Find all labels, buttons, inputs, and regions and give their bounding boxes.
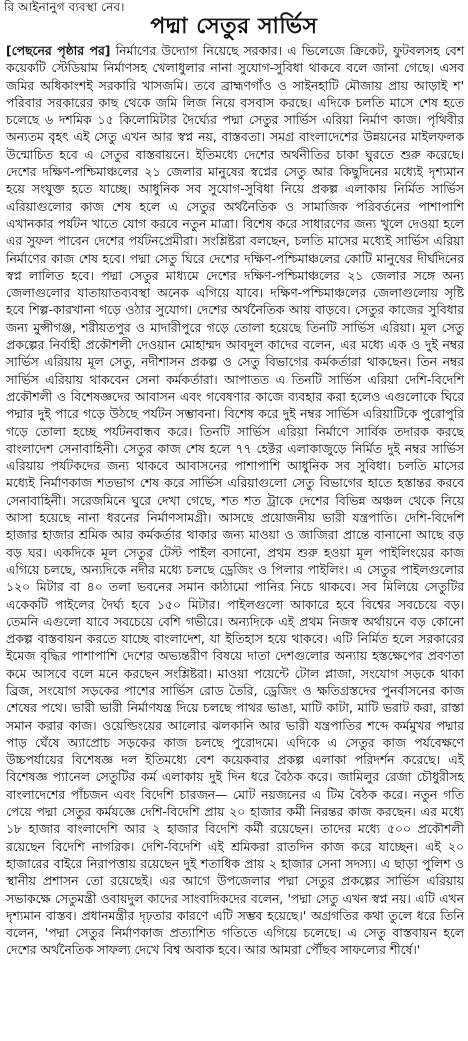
continued-from-previous-page-tag: [পেছনের পৃষ্ঠার পর] — [6, 44, 111, 58]
article-paragraph-text: নির্মাণের উদ্যোগ নিয়েছে সরকার। এ ভিলেজে ক্রিকেট, ফুটবলসহ বেশ কয়েকটি স্টেডিয়াম নির্মাণসহ খেলাধুলার নানা সুযোগ-সুবিধা থাকবে বলে জানা গেছে। এসব জমির অধিকাংশই সরকারি খাসজমি। তবে ব্রাহ্মণগাঁও ও সাইনহাটি মৌজায় প্রায় আড়াই শ' পরিবার সরকারের কাছ থেকে জমি লিজ নিয়ে বসবাস করছে। এদিকে চলতি মাসে শেষ হতে চলেছে ৬ দশমিক ১৫ কিলোমিটার দৈর্ঘ্যের পদ্মা সেতুর সার্ভিস এরিয়া নির্মাণ কাজ। পৃথিবীর অন্যতম বৃহৎ এই সেতু এখন আর স্বপ্ন নয়, বাস্তবতা। সমগ্র বাংলাদেশের উন্নয়নের মাইলফলক উন্মোচিত হবে এ সেতুর বাস্তবায়নে। ইতিমধ্যে দেশের অর্থনীতির চাকা ঘুরতে শুরু করেছে। দেশের দক্ষিণ-পশ্চিমাঞ্চলের ২১ জেলার মানুষের স্বপ্নের সেতু আর কিছুদিনের মধ্যেই দৃশ্যমান হয়ে সংযুক্ত হতে যাচ্ছে। আধুনিক সব সুযোগ-সুবিধা নিয়ে প্রকল্প এলাকায় নির্মিত সার্ভিস এরিয়াগুলোর কাজ শেষ হলে এ সেতুর অর্থনৈতিক ও সামাজিক পরিবর্তনের পাশাপাশি এখানকার পর্যটন খাতে যোগ করবে নতুন মাত্রা। বিশেষ করে সাধারণের জন্য খুলে দেওয়া হলে এর সুফল পাবেন দেশের পর্যটনপ্রেমীরা। সংশ্লিষ্টরা বলছেন, চলতি মাসের মধ্যেই সার্ভিস এরিয়া নির্মাণের কাজ শেষ হবে। পদ্মা সেতু ঘিরে দেশের দক্ষিণ-পশ্চিমাঞ্চলের কোটি মানুষের দীর্ঘদিনের স্বপ্ন লালিত হবে। পদ্মা সেতুর মাধ্যমে দেশের দক্ষিণ-পশ্চিমাঞ্চলের ২১ জেলার সঙ্গে অন্য জেলাগুলোর যাতায়াতব্যবস্থা অনেক এগিয়ে যাবে। দক্ষিণ-পশ্চিমাঞ্চলের জেলাগুলোয় সৃষ্টি হবে শিল্প-কারখানা গড়ে ওঠার সুযোগ। দেশের অর্থনৈতিক আয় বাড়বে। সেতুর কাজের সুবিধার জন্য মুন্সীগঞ্জ, শরীয়তপুর ও মাদারীপুরে গড়ে তোলা হয়েছে তিনটি সার্ভিস এরিয়া। মূল সেতু প্রকল্পের নির্বাহী প্রকৌশলী দেওয়ান মোহাম্মদ আবদুল কাদের বলেন, এর মধ্যে এক ও দুই নম্বর সার্ভিস এরিয়ায় মূল সেতু, নদীশাসন প্রকল্প ও সেতু বিভাগের কর্মকর্তারা থাকছেন। তিন নম্বর সার্ভিস এরিয়ায় থাকবেন সেনা কর্মকর্তারা। আপাতত এ তিনটি সার্ভিস এরিয়া দেশি-বিদেশি প্রকৌশলী ও বিশেষজ্ঞদের আবাসন এবং গবেষণার কাজে ব্যবহার করা হলেও এগুলোকে ঘিরে পদ্মার দুই পারে গড়ে উঠছে পর্যটন সম্ভাবনা। বিশেষ করে দুই নম্বর সার্ভিস এরিয়াটিকে পুরোপুরি গড়ে তোলা হচ্ছে পর্যটনবান্ধব করে। তিনটি সার্ভিস এরিয়া নির্মাণে সার্বিক তদারক করছে বাংলাদেশ সেনাবাহিনী। সেতুর কাজ শেষ হলে ৭৭ হেক্টর এলাকাজুড়ে নির্মিত দুই নম্বর সার্ভিস এরিয়ায় পর্যটকদের জন্য থাকবে আবাসনের পাশাপাশি আধুনিক সব সুবিধা। চলতি মাসের মধ্যেই নির্মাণকাজ শতভাগ শেষ করে সার্ভিস এরিয়াগুলো সেতু বিভাগের হাতে হস্তান্তর করবে সেনাবাহিনী। সরেজমিনে ঘুরে দেখা গেছে, শত শত ট্রাকে দেশের বিভিন্ন অঞ্চল থেকে নিয়ে আসা হয়েছে নানা ধরনের নির্মাণসামগ্রী। আসছে প্রয়োজনীয় ভারী যন্ত্রপাতি। দেশি-বিদেশি হাজার হাজার শ্রমিক আর কর্মকর্তার থাকার জন্য মাওয়া ও জাজিরা প্রান্তে বানানো আছে বড় বড় ঘর। একদিকে মূল সেতুর টেস্ট পাইল বসানো, প্রথম শুরু হওয়া মূল পাইলিংয়ের কাজ এগিয়ে চলছে, অন্যদিকে নদীর মধ্যে চলছে ড্রেজিং ও পিলার পাইলিং। এ সেতুর পাইলগুলোর ১২০ মিটার বা ৪০ তলা ভবনের সমান কাঠামো পানির নিচে থাকবে। সব মিলিয়ে সেতুটির একেকটি পাইলের দৈর্ঘ্য হবে ১৫০ মিটার। পাইলগুলো আকারে হবে বিশ্বের সবচেয়ে বড়। তেমনি এগুলো যাবে সবচেয়ে বেশি গভীরে। অন্যদিকে এই প্রথম নিজস্ব অর্থায়নে বড় কোনো প্রকল্প বাস্তবায়ন করতে যাচ্ছে বাংলাদেশ, যা ইতিহাস হয়ে থাকবে। এটি নির্মিত হলে সরকারের ইমেজ বৃদ্ধির পাশাপাশি দেশের অভ্যন্তরীণ বিষয়ে দাতা দেশগুলোর অন্যায় হস্তক্ষেপের প্রবণতা কমে আসবে বলে মনে করছেন সংশ্লিষ্টরা। মাওয়া পয়েন্টে টোল প্লাজা, সংযোগ সড়কে থাকা ব্রিজ, সংযোগ সড়কের পাশের সার্ভিস রোড তৈরি, ড্রেজিং ও ক্ষতিগ্রস্তদের পুনর্বাসনের কাজ শেষের পথে। ভারী ভারী নির্মাণযন্ত্র দিয়ে চলছে পাথর ভাঙা, মাটি কাটা, মাটি ভরাট করা, রাস্তা সমান করার কাজ। ওয়েল্ডিংয়ের আলোর ঝলকানি আর ভারী যন্ত্রপাতির শব্দে কর্মমুখর পদ্মার পাড় ঘেঁষে অ্যাপ্রোচ সড়কের কাজ চলছে পুরোদমে। এদিকে এ সেতুর কাজ পর্যবেক্ষণে উচ্চপর্যায়ের বিশেষজ্ঞ দল ইতিমধ্যে বেশ কয়েকবার প্রকল্প এলাকা পরিদর্শন করেছে। এই বিশেষজ্ঞ প্যানেল সেতুটির কর্ম এলাকায় দুই দিন ধরে বৈঠক করে। জামিলুর রেজা চৌধুরীসহ বাংলাদেশের পাঁচজন এবং বিদেশি চারজন— মোট নয়জনের এ টিম বৈঠক করে। নতুন গতি পেয়ে পদ্মা সেতুর কর্মযজ্ঞে দেশি-বিদেশি প্রায় ২০ হাজার কর্মী নিরন্তর কাজ করছেন। এর মধ্যে ১৮ হাজার বাংলাদেশি আর ২ হাজার বিদেশি কর্মী রয়েছেন। তাদের মধ্যে ৫০০ প্রকৌশলী রয়েছেন বিদেশি নাগরিক। দেশি-বিদেশি এই শ্রমিকরা রাতদিন কাজ করে যাচ্ছেন। এই ২০ হাজারের বাইরে নিরাপত্তায় রয়েছেন দুই শতাধিক প্রায় ২ হাজার সেনা সদস্য। এ ছাড়া পুলিশ ও স্থানীয় প্রশাসন তো রয়েছেই। এর আগে উপজেলার পদ্মা সেতুর প্রকল্পের সার্ভিস এরিয়ায় সভাকক্ষে সেতুমন্ত্রী ওবায়দুল কাদের সাংবাদিকদের বলেন, 'পদ্মা সেতু এখন স্বপ্ন নয়। এটি এখন দৃশ্যমান বাস্তব। প্রধানমন্ত্রীর দৃঢ়তার কারণে এটি সম্ভব হয়েছে।' অগ্রগতির কথা তুলে ধরে তিনি বলেন, 'পদ্মা সেতুর নির্মাণকাজ প্রত্যাশিত গতিতে এগিয়ে চলেছে। এ সেতু বাস্তবায়ন হলে দেশের অর্থনৈতিক সাফল্য দেখে বিশ্ব অবাক হবে। আর আমরা পৌঁছব সাফল্যের শীর্ষে।' — [6, 44, 465, 958]
previous-article-fragment: রি আইনানুগ ব্যবস্থা নেব। — [4, 0, 125, 14]
article-paragraph — [6, 43, 464, 960]
next-article-fragment — [0, 1029, 468, 1041]
article-body — [6, 43, 464, 960]
article-headline: পদ্মা সেতুর সার্ভিস — [150, 14, 318, 39]
